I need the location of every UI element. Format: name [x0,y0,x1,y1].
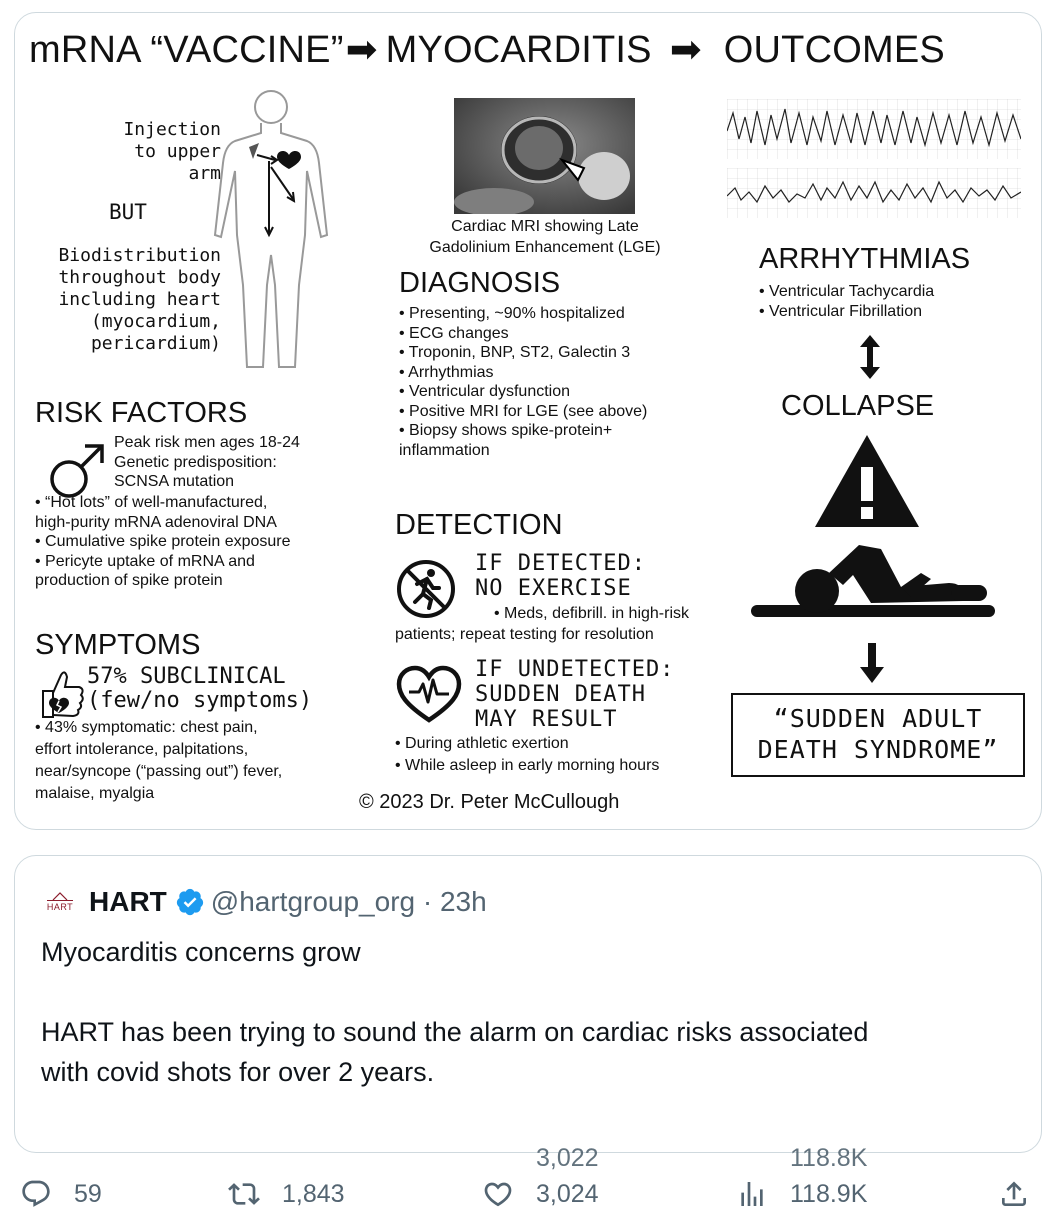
symptoms-heading: SYMPTOMS [35,629,201,661]
diagnosis-list [399,304,647,460]
risk-item: production of spike protein [35,572,223,589]
collapsed-person-icon [751,535,995,627]
quoted-handle-time[interactable]: @hartgroup_org · 23h [210,886,487,917]
human-body-icon [201,85,341,375]
share-icon [998,1178,1030,1210]
diagnosis-item: • Arrhythmias [399,363,494,381]
undetected-item: • While asleep in early morning hours [395,757,660,774]
up-down-arrow-icon [858,335,882,379]
reply-button[interactable] [20,1178,102,1210]
symptom-item: near/syncope (“passing out”) fever, [35,763,283,780]
views-count: 118.8K 118.9K [790,1143,868,1208]
heart-ekg-icon [395,664,463,726]
detected-notes [395,603,715,645]
symptom-item: malaise, myalgia [35,785,155,802]
sads-box: “SUDDEN ADULT DEATH SYNDROME” [731,693,1025,777]
risk-item: • Cumulative spike protein exposure [35,533,291,550]
symptom-item: • 43% symptomatic: chest pain, [35,719,258,736]
diagnosis-item: • Presenting, ~90% hospitalized [399,305,625,322]
repost-icon [228,1178,260,1210]
risk-item: • “Hot lots” of well-manufactured, [35,494,268,511]
reply-icon [20,1178,52,1210]
detection-heading: DETECTION [395,509,563,541]
quoted-tweet-text: Myocarditis concerns grow HART has been trying to sound the alarm on cardiac risks associated with covid shots for over 2 years. [41,937,869,1087]
verified-badge-icon [175,887,205,917]
broken-heart-hand-icon [37,665,87,721]
like-count: 3,022 3,024 [536,1143,599,1208]
arrhythmias-heading: ARRHYTHMIAS [759,243,971,275]
undetected-list [395,733,659,777]
symptom-item: effort intolerance, palpitations, [35,741,249,758]
repost-count: 1,843 [282,1179,345,1208]
risk-factors-heading: RISK FACTORS [35,397,248,429]
diagnosis-item: • ECG changes [399,324,509,342]
arrhythmias-list [759,282,934,321]
diagnosis-item: • Biopsy shows spike-protein+ [399,422,613,439]
injection-text: Injection to upper arm [123,119,221,184]
hart-roof-icon [52,892,68,900]
symptoms-list [35,717,282,805]
quoted-tweet-header [43,886,487,918]
like-count-previous: 3,022 [536,1143,599,1172]
detected-item: • Meds, defibrill. in high-risk [494,605,689,622]
diagnosis-item: • Ventricular dysfunction [399,383,571,400]
views-count-previous: 118.8K [790,1143,868,1172]
infographic-image[interactable] [14,12,1042,830]
risk-item: high-purity mRNA adenoviral DNA [35,513,277,531]
copyright-text: © 2023 Dr. Peter McCullough [359,791,620,813]
views-chart-icon [736,1178,768,1210]
infographic-title: mRNA “VACCINE”➡ MYOCARDITIS ➡ OUTCOMES [29,29,945,71]
detected-item: patients; repeat testing for resolution [395,626,654,643]
diagnosis-heading: DIAGNOSIS [399,267,561,299]
undetected-item: • During athletic exertion [395,735,569,752]
diagnosis-item: • Troponin, BNP, ST2, Galectin 3 [399,344,631,361]
diagnosis-item: • Positive MRI for LGE (see above) [399,402,648,420]
if-detected-text: IF DETECTED: NO EXERCISE [475,551,646,601]
but-text: BUT [109,200,147,224]
hart-logo[interactable]: HART [43,892,77,912]
right-arrow-icon: ➡ [345,29,378,71]
symptoms-subclinical-text: 57% SUBCLINICAL (few/no symptoms) [87,664,313,713]
arrhythmia-item: • Ventricular Tachycardia [759,283,935,300]
right-arrow-icon: ➡ [669,29,702,71]
ekg-tachycardia-strip [727,99,1021,159]
ekg-fibrillation-strip [727,168,1021,218]
reply-count: 59 [74,1179,102,1208]
risk-male-text: Peak risk men ages 18-24 Genetic predisposition: SCNSA mutation [114,434,300,490]
diagnosis-item: inflammation [399,441,490,459]
down-arrow-icon [860,643,884,683]
views-button[interactable] [736,1143,868,1210]
tweet-action-bar [0,1143,1064,1228]
quoted-tweet-card[interactable] [14,855,1042,1153]
repost-button[interactable] [228,1178,345,1210]
quoted-author-name[interactable]: HART [89,886,167,917]
risk-factors-list [35,493,291,591]
biodistribution-text: Biodistribution throughout body including heart (myocardium, pericardium) [58,245,221,354]
heart-icon [277,151,301,169]
like-button[interactable] [482,1143,599,1210]
mri-caption: Cardiac MRI showing Late Gadolinium Enhancement (LGE) [429,218,661,256]
collapse-heading: COLLAPSE [781,390,935,422]
share-button[interactable] [998,1178,1030,1210]
if-undetected-text: IF UNDETECTED: SUDDEN DEATH MAY RESULT [475,657,675,732]
cardiac-mri-image [454,98,635,214]
heart-outline-icon [482,1178,514,1210]
arrhythmia-item: • Ventricular Fibrillation [759,302,922,320]
risk-item: • Pericyte uptake of mRNA and [35,552,255,570]
warning-icon [813,433,921,529]
